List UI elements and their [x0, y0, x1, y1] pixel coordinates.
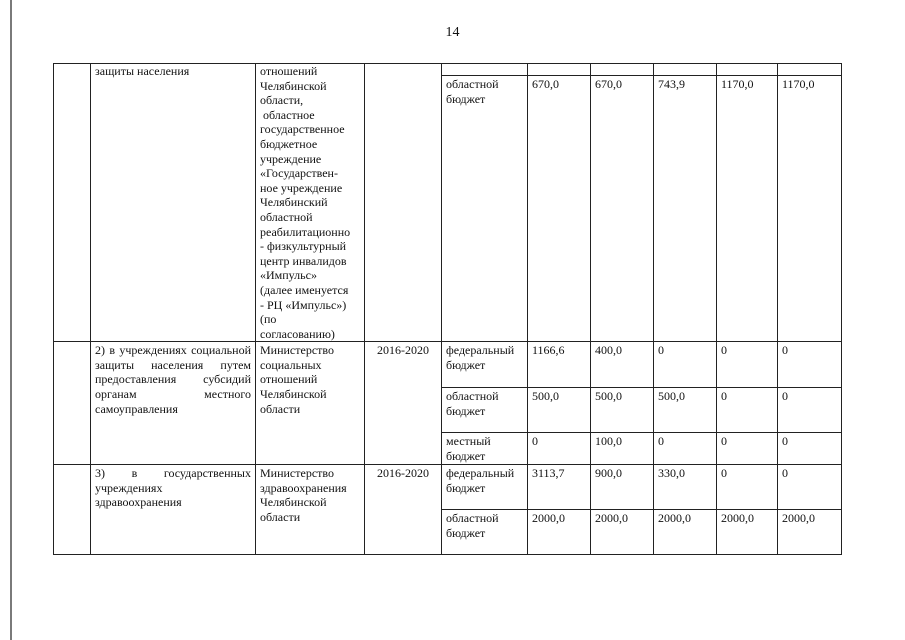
executor-line: бюджетное [260, 136, 318, 151]
source-cell: федеральный бюджет [442, 342, 528, 388]
source-cell: областной бюджет [442, 510, 528, 555]
value-cell: 0 [717, 388, 778, 433]
strip-cell [591, 64, 654, 76]
value-cell: 500,0 [654, 388, 717, 433]
executor-cell: Министерство здравоохранения Челябинской области [256, 465, 365, 555]
executor-line: - РЦ «Импульс») [260, 297, 347, 312]
page-number: 14 [445, 25, 460, 40]
executor-line: Челябинский [260, 195, 328, 210]
executor-line: ное учреждение [260, 180, 343, 195]
executor-line: «Государствен- [260, 166, 338, 181]
strip-cell [778, 64, 842, 76]
executor-line: «Импульс» [260, 268, 317, 283]
value-cell: 0 [717, 433, 778, 465]
period-cell: 2016-2020 [365, 342, 442, 465]
value-cell: 100,0 [591, 433, 654, 465]
executor-line: Челябинской [260, 78, 327, 93]
table-row [54, 465, 842, 510]
value-cell: 3113,7 [528, 465, 591, 510]
executor-line: (далее именуется [260, 282, 349, 297]
value-cell: 0 [717, 465, 778, 510]
value-cell: 0 [778, 465, 842, 510]
source-cell: местный бюджет [442, 433, 528, 465]
value-cell: 330,0 [654, 465, 717, 510]
continuation-top-strip [54, 64, 842, 76]
measure-cell: 2) в учреждениях социальной защиты населения путем предоставления субсидий органам местного самоуправления [91, 342, 256, 465]
value-cell: 1170,0 [778, 76, 842, 342]
measure-cell: защиты населения [91, 64, 256, 342]
source-cell: областной бюджет [442, 76, 528, 342]
value-cell: 2000,0 [528, 510, 591, 555]
executor-cell: Министерство социальных отношений Челябинской области [256, 342, 365, 465]
value-cell: 0 [654, 433, 717, 465]
executor-line: отношений [260, 64, 318, 78]
value-cell: 0 [778, 342, 842, 388]
number-cell [54, 342, 91, 465]
value-cell: 743,9 [654, 76, 717, 342]
period-cell [365, 64, 442, 342]
value-cell: 2000,0 [591, 510, 654, 555]
executor-line: (по [260, 312, 277, 327]
value-cell: 400,0 [591, 342, 654, 388]
scan-edge-line [10, 0, 12, 640]
value-cell: 2000,0 [717, 510, 778, 555]
value-cell: 2000,0 [654, 510, 717, 555]
value-cell: 0 [717, 342, 778, 388]
executor-line: согласованию) [260, 326, 335, 341]
executor-line: области, [260, 93, 304, 108]
strip-cell [717, 64, 778, 76]
executor-line: учреждение [260, 151, 322, 166]
strip-cell [528, 64, 591, 76]
period-cell: 2016-2020 [365, 465, 442, 555]
executor-lines [260, 64, 360, 341]
value-cell: 500,0 [528, 388, 591, 433]
value-cell: 2000,0 [778, 510, 842, 555]
value-cell: 670,0 [591, 76, 654, 342]
value-cell: 670,0 [528, 76, 591, 342]
source-cell: областной бюджет [442, 388, 528, 433]
measure-cell: 3) в государственных учреждениях здравоохранения [91, 465, 256, 555]
value-cell: 0 [778, 433, 842, 465]
value-cell: 0 [654, 342, 717, 388]
executor-line: областное [260, 107, 315, 122]
table-row [54, 342, 842, 388]
executor-line: реабилитационно [260, 224, 351, 239]
value-cell: 900,0 [591, 465, 654, 510]
executor-line: областной [260, 209, 313, 224]
executor-cell [256, 64, 365, 342]
strip-cell [654, 64, 717, 76]
executor-line: - физкультурный [260, 239, 347, 254]
value-cell: 1166,6 [528, 342, 591, 388]
funding-table [53, 63, 842, 555]
number-cell [54, 64, 91, 342]
value-cell: 0 [528, 433, 591, 465]
value-cell: 1170,0 [717, 76, 778, 342]
executor-line: государственное [260, 122, 345, 137]
source-cell: федеральный бюджет [442, 465, 528, 510]
value-cell: 0 [778, 388, 842, 433]
value-cell: 500,0 [591, 388, 654, 433]
number-cell [54, 465, 91, 555]
strip-cell [442, 64, 528, 76]
executor-line: центр инвалидов [260, 253, 347, 268]
